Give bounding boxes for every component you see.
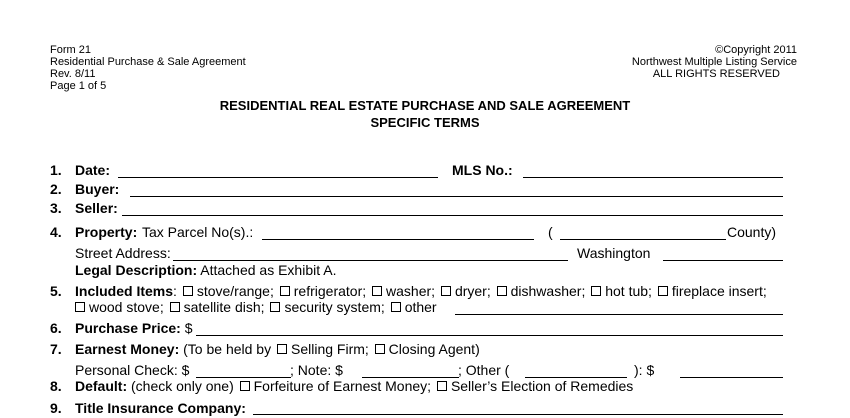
page-number: Page 1 of 5 (50, 80, 107, 92)
item-number: 7. (50, 341, 62, 357)
stove-checkbox[interactable] (183, 286, 193, 296)
legal-description (75, 262, 336, 278)
street-address-label: Street Address: (75, 245, 171, 261)
default-note: (check only one) (131, 378, 234, 394)
earnest-money (75, 341, 480, 357)
forfeiture-label: Forfeiture of Earnest Money; (253, 378, 432, 394)
included-items-label: Included Items (75, 283, 174, 299)
item-number: 6. (50, 320, 62, 336)
fireplace-insert-label: fireplace insert; (671, 283, 767, 299)
legal-description-text: Attached as Exhibit A. (200, 262, 337, 278)
street-address-field[interactable] (173, 260, 568, 261)
mls-label: MLS No.: (452, 162, 513, 178)
washer-label: washer; (386, 283, 436, 299)
closing-agent-label: Closing Agent) (388, 341, 480, 357)
item-number: 5. (50, 283, 62, 299)
other-checkbox[interactable] (391, 302, 401, 312)
selling-firm-label: Selling Firm; (290, 341, 369, 357)
satellite-dish-label: satellite dish; (183, 299, 265, 315)
refrigerator-checkbox[interactable] (280, 286, 290, 296)
personal-check-label: Personal Check: $ (75, 362, 190, 378)
wood-stove-label: wood stove; (89, 299, 164, 315)
item-number: 4. (50, 224, 62, 240)
sellers-election-checkbox[interactable] (437, 381, 447, 391)
form-name: Residential Purchase & Sale Agreement (50, 56, 246, 68)
organization: Northwest Multiple Listing Service (631, 56, 797, 68)
tax-parcel-field[interactable] (262, 239, 534, 240)
county-field[interactable] (560, 239, 726, 240)
date-field[interactable] (118, 177, 438, 178)
other-open-label: ; Other ( (458, 362, 510, 378)
buyer-field[interactable] (130, 196, 783, 197)
seller-label: Seller: (75, 200, 118, 216)
county-label: County) (727, 224, 777, 240)
buyer-label: Buyer: (75, 181, 120, 197)
stove-label: stove/range; (196, 283, 274, 299)
item-number: 9. (50, 400, 62, 416)
dishwasher-label: dishwasher; (510, 283, 586, 299)
document-title: RESIDENTIAL REAL ESTATE PURCHASE AND SALE AGREEMENT (219, 98, 631, 113)
default-label: Default: (75, 378, 128, 394)
seller-field[interactable] (122, 215, 783, 216)
dishwasher-checkbox[interactable] (497, 286, 507, 296)
tax-parcel-label: Tax Parcel No(s).: (142, 224, 254, 240)
rights-reserved: ALL RIGHTS RESERVED (652, 68, 780, 80)
earnest-money-held-by: (To be held by (183, 341, 272, 357)
sellers-election-label: Seller’s Election of Remedies (450, 378, 634, 394)
revision: Rev. 8/11 (50, 68, 96, 80)
hot-tub-label: hot tub; (605, 283, 652, 299)
purchase-price-dollar: $ (184, 320, 193, 336)
other-label: other (404, 299, 437, 315)
mls-field[interactable] (523, 177, 783, 178)
security-system-label: security system; (284, 299, 385, 315)
other-amount-field[interactable] (680, 377, 783, 378)
dryer-label: dryer; (454, 283, 491, 299)
purchase-price (75, 320, 193, 336)
property-label: Property: (75, 224, 138, 240)
dryer-checkbox[interactable] (441, 286, 451, 296)
included-items-line2 (75, 299, 437, 315)
other-items-field[interactable] (455, 314, 783, 315)
title-insurance-label: Title Insurance Company: (75, 400, 246, 416)
item-number: 1. (50, 162, 62, 178)
forfeiture-checkbox[interactable] (240, 381, 250, 391)
fireplace-insert-checkbox[interactable] (658, 286, 668, 296)
zip-field[interactable] (663, 260, 783, 261)
earnest-money-label: Earnest Money: (75, 341, 180, 357)
default-line (75, 378, 633, 394)
legal-description-label: Legal Description: (75, 262, 198, 278)
item-number: 3. (50, 200, 62, 216)
washer-checkbox[interactable] (372, 286, 382, 296)
note-label: ; Note: $ (290, 362, 343, 378)
date-label: Date: (75, 162, 111, 178)
other-amount-label: ): $ (634, 362, 655, 378)
purchase-price-field[interactable] (196, 335, 783, 336)
form-number: Form 21 (50, 44, 91, 56)
closing-agent-checkbox[interactable] (375, 344, 385, 354)
security-system-checkbox[interactable] (270, 302, 280, 312)
included-items-line1: Included Items: stove/range; refrigerator; washer; dryer; dishwasher; hot tub; fireplace insert; (75, 283, 767, 299)
hot-tub-checkbox[interactable] (591, 286, 601, 296)
selling-firm-checkbox[interactable] (277, 344, 287, 354)
satellite-dish-checkbox[interactable] (170, 302, 180, 312)
document-subtitle: SPECIFIC TERMS (370, 115, 480, 130)
item-number: 2. (50, 181, 62, 197)
wood-stove-checkbox[interactable] (75, 302, 85, 312)
item-number: 8. (50, 378, 62, 394)
purchase-price-label: Purchase Price: (75, 320, 181, 336)
title-insurance-field[interactable] (253, 414, 783, 415)
copyright: ©Copyright 2011 (715, 44, 797, 56)
washington-label: Washington (577, 245, 651, 261)
refrigerator-label: refrigerator; (293, 283, 367, 299)
county-open-paren: ( (548, 224, 553, 240)
